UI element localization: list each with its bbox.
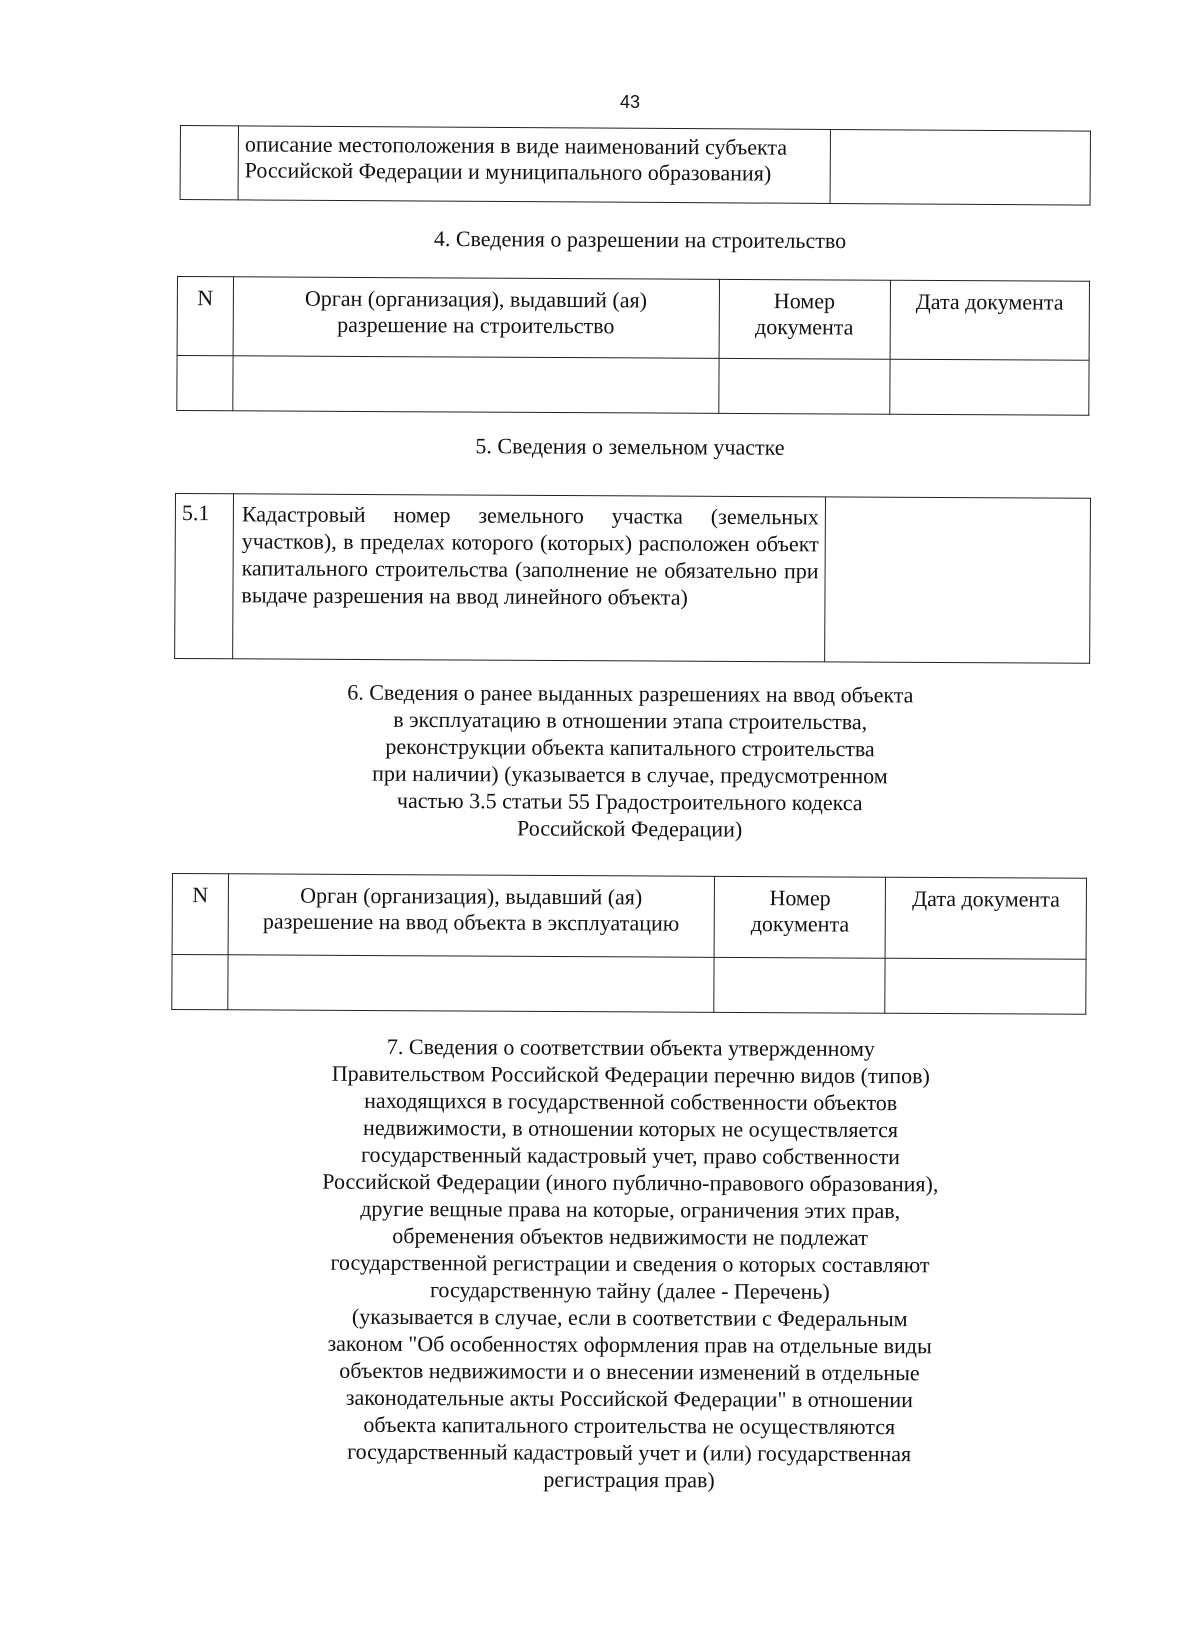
title-line: государственный кадастровый учет и (или) государственная (347, 1438, 912, 1467)
empty-cell (232, 356, 718, 414)
title-line: законодательные акты Российской Федерации" в отношении (345, 1384, 914, 1413)
empty-cell (714, 957, 886, 1013)
title-line: 7. Сведения о соответствии объекта утвержденному (386, 1033, 876, 1062)
title-line: в эксплуатацию в отношении этапа строительства, (393, 706, 868, 735)
title-line: частью 3.5 статьи 55 Градостроительного кодекса (396, 787, 863, 816)
header-line: Номер (769, 885, 831, 911)
section6-table (171, 873, 1087, 1015)
title-line: 6. Сведения о ранее выданных разрешениях на ввод объекта (347, 679, 914, 708)
text-line: Российской Федерации и муниципального образования) (244, 157, 772, 186)
table-header-row (172, 874, 1086, 960)
empty-cell (718, 358, 889, 414)
header-line: Орган (организация), выдавший (ая) (304, 285, 648, 313)
cell-num-empty (180, 126, 238, 200)
header-line: документа (755, 314, 854, 340)
section4-table (176, 276, 1090, 416)
title-line: недвижимости, в отношении которых не осуществляется (363, 1114, 899, 1143)
text-line: описание местоположения в виде наименований субъекта (244, 131, 788, 160)
continuation-table (180, 125, 1091, 206)
header-line: Орган (организация), выдавший (ая) (300, 882, 643, 910)
title-line: государственной регистрации и сведения о которых составляют (330, 1249, 930, 1278)
header-n: N (172, 874, 228, 955)
section7-title (249, 1032, 1011, 1494)
title-line: объектов недвижимости и о внесении изменений в отдельные (339, 1357, 920, 1386)
table-row (180, 126, 1090, 206)
title-line: законом "Об особенностях оформления прав на отдельные виды (327, 1330, 932, 1359)
cell-row-number: 5.1 (175, 494, 234, 659)
header-line: разрешение на ввод объекта в эксплуатацию (262, 908, 680, 936)
section6-title (270, 678, 991, 844)
section5-title: 5. Сведения о земельном участке (475, 433, 785, 460)
cell-cadastral-description: Кадастровый номер земельного участка (земельных участков), в пределах которого (которых) расположен объект капитального строительства (заполнение не обязательно при выдаче разрешения на ввод линейного объекта) (233, 494, 826, 662)
cell-value-empty (830, 129, 1090, 205)
table-row (177, 356, 1089, 416)
empty-cell (889, 359, 1089, 415)
title-line: находящихся в государственной собственности объектов (364, 1087, 898, 1116)
title-line: другие вещные права на которые, ограничения этих прав, (360, 1195, 901, 1224)
header-number (719, 279, 890, 359)
header-line: разрешение на строительство (337, 311, 615, 339)
table-row (175, 494, 1091, 664)
header-date: Дата документа (890, 280, 1090, 360)
title-line: Российской Федерации (иного публично-правового образования), (322, 1168, 939, 1197)
empty-cell (227, 955, 714, 1013)
section4-title: 4. Сведения о разрешении на строительство (433, 225, 847, 254)
empty-cell (177, 356, 233, 411)
table-row (172, 955, 1086, 1015)
header-line: Номер (773, 288, 836, 314)
title-line: Правительством Российской Федерации перечню видов (типов) (331, 1060, 930, 1089)
title-line: объекта капитального строительства не осуществляются (363, 1411, 896, 1440)
title-line: реконструкции объекта капитального строительства (385, 733, 875, 762)
title-line: обременения объектов недвижимости не подлежат (392, 1222, 868, 1251)
header-date: Дата документа (885, 877, 1086, 959)
empty-cell (885, 958, 1086, 1014)
title-line: государственный кадастровый учет, право собственности (360, 1141, 900, 1170)
header-organ (228, 874, 715, 958)
title-line: Российской Федерации) (517, 815, 743, 842)
header-organ (233, 277, 719, 359)
title-line: регистрация прав) (543, 1466, 715, 1493)
header-number (714, 876, 886, 958)
title-line: (указывается в случае, если в соответствии с Федеральным (351, 1303, 908, 1332)
table-header-row (177, 277, 1089, 361)
empty-cell (172, 955, 228, 1010)
page-number: 43 (620, 92, 641, 112)
title-line: при наличии) (указывается в случае, предусмотренном (372, 760, 888, 789)
header-n: N (177, 277, 233, 356)
cell-value-empty (825, 497, 1091, 663)
title-line: государственную тайну (далее - Перечень) (429, 1277, 830, 1304)
cell-location-description (238, 126, 830, 204)
header-line: документа (750, 911, 850, 937)
section5-table (174, 493, 1091, 664)
